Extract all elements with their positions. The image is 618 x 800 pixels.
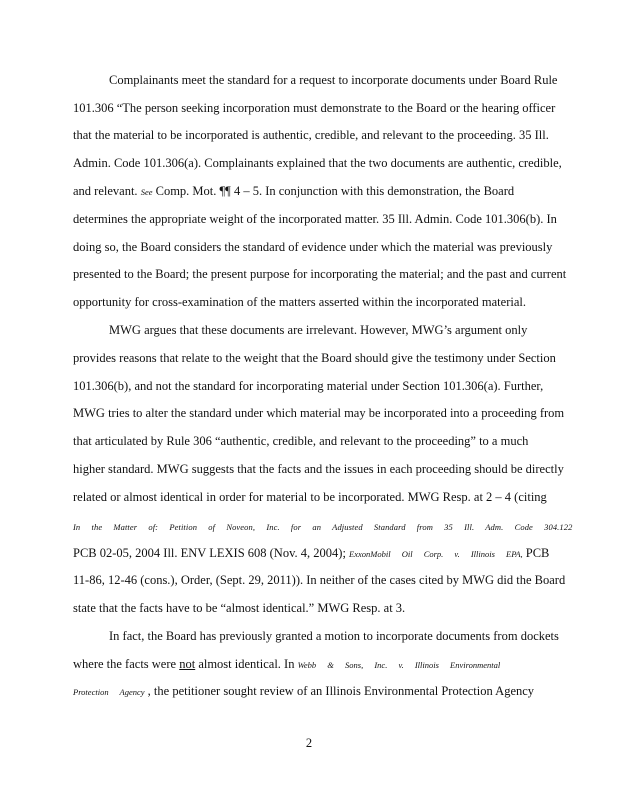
text-line: opportunity for cross-examination of the matters asserted within the incorporated material.: [73, 295, 526, 309]
text-line: [73, 683, 603, 700]
text-line: presented to the Board; the present purpose for incorporating the material; and the past and current: [73, 267, 567, 281]
text-line: [73, 183, 603, 200]
text-span: PCB 02-05, 2004 Ill. ENV LEXIS 608 (Nov. 4, 2004);: [73, 546, 346, 560]
text-line: related or almost identical in order for material to be incorporated. MWG Resp. at 2 – 4 (citing: [73, 490, 547, 504]
text-span: almost identical. In: [198, 657, 295, 671]
text-line: [73, 545, 603, 562]
text-line: higher standard. MWG suggests that the facts and the issues in each proceeding should be directly: [73, 462, 564, 476]
emphasis-underline: not: [179, 657, 196, 671]
text-line: 11-86, 12-46 (cons.), Order, (Sept. 29, 2011)). In neither of the cases cited by MWG did the Board: [73, 573, 566, 587]
text-span: , the petitioner sought review of an Illinois Environmental Protection Agency: [147, 684, 535, 698]
text-span: Comp. Mot. ¶¶ 4 – 5. In conjunction with this demonstration, the Board: [155, 184, 515, 198]
case-citation-signal: See: [140, 187, 153, 197]
text-line: MWG tries to alter the standard under which material may be incorporated into a proceeding from: [73, 406, 565, 420]
case-citation: ExxonMobil Oil Corp. v. Illinois EPA,: [349, 549, 523, 559]
text-span: where the facts were: [73, 657, 177, 671]
case-citation: In the Matter of: Petition of Noveon, Inc. for an Adjusted Standard from 35 Ill. Adm. Code 304.122: [73, 522, 573, 532]
text-line: In fact, the Board has previously granted a motion to incorporate documents from dockets: [109, 629, 559, 643]
text-line: MWG argues that these documents are irrelevant. However, MWG’s argument only: [109, 323, 528, 337]
text-line: that the material to be incorporated is authentic, credible, and relevant to the proceeding. 35 Ill.: [73, 128, 549, 142]
text-line: [73, 656, 603, 673]
text-line: determines the appropriate weight of the incorporated matter. 35 Ill. Admin. Code 101.306(b). In: [73, 212, 557, 226]
text-line: 101.306 “The person seeking incorporation must demonstrate to the Board or the hearing officer: [73, 101, 556, 115]
text-line: 101.306(b), and not the standard for incorporating material under Section 101.306(a). Further,: [73, 379, 544, 393]
text-line: Complainants meet the standard for a request to incorporate documents under Board Rule: [109, 73, 558, 87]
text-line: doing so, the Board considers the standard of evidence under which the material was previously: [73, 240, 553, 254]
text-line: provides reasons that relate to the weight that the Board should give the testimony under Section: [73, 351, 556, 365]
text-span: PCB: [525, 546, 550, 560]
text-span: and relevant.: [73, 184, 138, 198]
case-citation: Protection Agency: [73, 687, 145, 697]
case-citation: Webb & Sons, Inc. v. Illinois Environmental: [297, 660, 501, 670]
page-number: 2: [305, 736, 313, 750]
text-line: state that the facts have to be “almost identical.” MWG Resp. at 3.: [73, 601, 406, 615]
text-line: Admin. Code 101.306(a). Complainants explained that the two documents are authentic, credible,: [73, 156, 562, 170]
text-line: that articulated by Rule 306 “authentic, credible, and relevant to the proceeding” to a much: [73, 434, 529, 448]
